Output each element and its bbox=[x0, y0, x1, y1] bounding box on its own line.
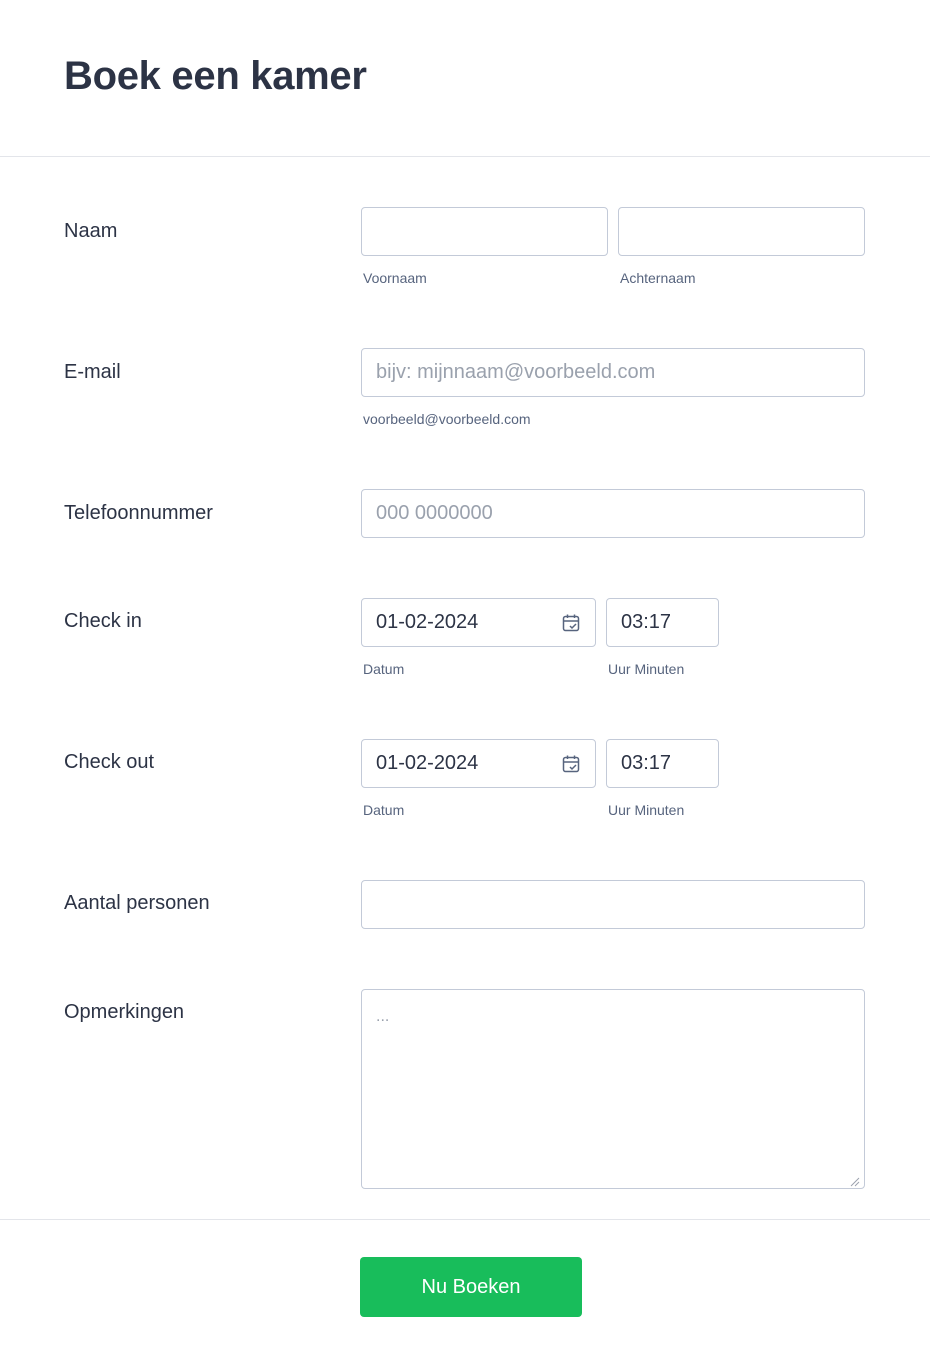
page-title: Boek een kamer bbox=[64, 54, 367, 98]
checkout-label: Check out bbox=[64, 751, 155, 773]
checkin-time-input[interactable] bbox=[606, 598, 719, 647]
persons-label: Aantal personen bbox=[64, 892, 210, 914]
persons-input[interactable] bbox=[361, 880, 865, 929]
email-label: E-mail bbox=[64, 361, 121, 383]
checkout-time-sublabel: Uur Minuten bbox=[608, 802, 685, 818]
footer-divider bbox=[0, 1219, 930, 1220]
calendar-icon[interactable] bbox=[561, 754, 581, 774]
checkin-date-value: 01-02-2024 bbox=[376, 611, 479, 633]
resize-handle-icon[interactable] bbox=[850, 1174, 860, 1184]
checkout-date-value: 01-02-2024 bbox=[376, 752, 479, 774]
checkin-date-input[interactable] bbox=[361, 598, 596, 647]
calendar-icon[interactable] bbox=[561, 613, 581, 633]
checkin-date-sublabel: Datum bbox=[363, 661, 405, 677]
email-input[interactable] bbox=[361, 348, 865, 397]
remarks-textarea[interactable] bbox=[361, 989, 865, 1189]
phone-input[interactable] bbox=[361, 489, 865, 538]
checkin-time-sublabel: Uur Minuten bbox=[608, 661, 685, 677]
phone-label: Telefoonnummer bbox=[64, 502, 213, 524]
name-label: Naam bbox=[64, 220, 118, 242]
email-sublabel: voorbeeld@voorbeeld.com bbox=[363, 411, 531, 427]
remarks-label: Opmerkingen bbox=[64, 1001, 185, 1023]
last-name-sublabel: Achternaam bbox=[620, 270, 696, 286]
first-name-sublabel: Voornaam bbox=[363, 270, 427, 286]
checkout-date-input[interactable] bbox=[361, 739, 596, 788]
first-name-input[interactable] bbox=[361, 207, 608, 256]
checkout-time-input[interactable] bbox=[606, 739, 719, 788]
form-header bbox=[0, 0, 930, 157]
checkout-date-sublabel: Datum bbox=[363, 802, 405, 818]
submit-button[interactable]: Nu Boeken bbox=[360, 1257, 582, 1317]
checkin-label: Check in bbox=[64, 610, 142, 632]
last-name-input[interactable] bbox=[618, 207, 865, 256]
